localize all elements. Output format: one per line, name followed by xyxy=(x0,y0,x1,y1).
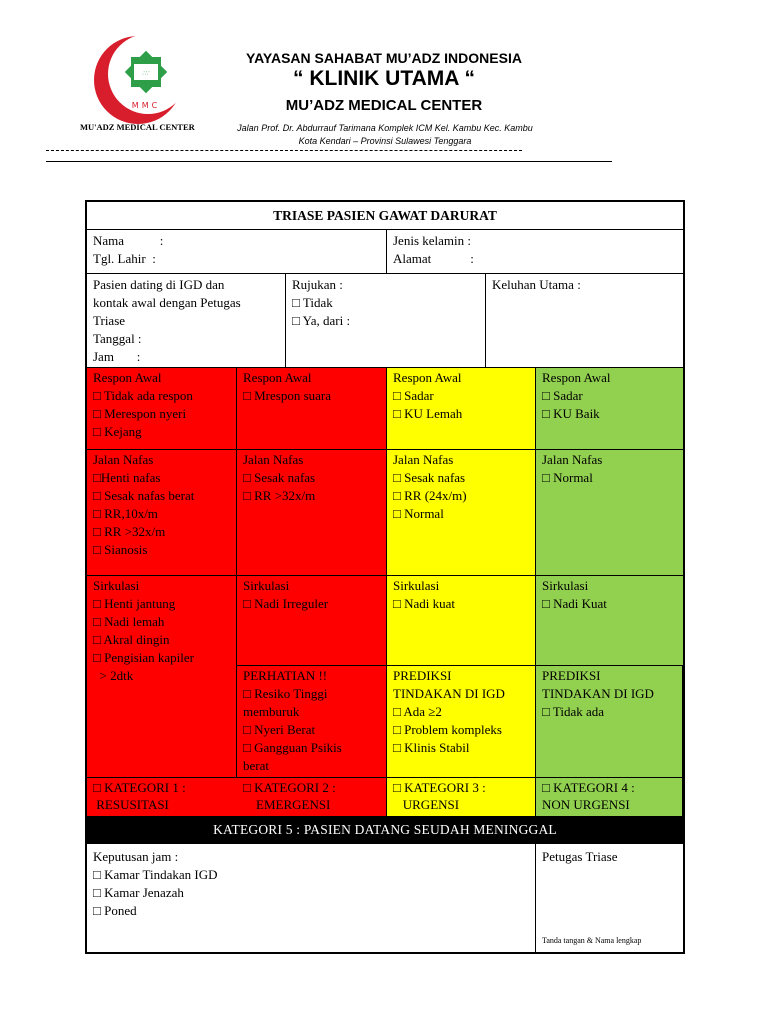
referral-cell xyxy=(286,274,486,367)
sirkulasi-red-2 xyxy=(237,576,387,666)
section-heading: memburuk xyxy=(243,704,300,719)
form-title: TRIASE PASIEN GAWAT DARURAT xyxy=(87,202,683,230)
section-heading: Jalan Nafas xyxy=(542,452,603,467)
kategori-line[interactable]: □ KATEGORI 4 : xyxy=(542,780,635,795)
center-name: MU’ADZ MEDICAL CENTER xyxy=(285,97,483,114)
checkbox-option[interactable]: □ Gangguan Psikis xyxy=(243,740,342,755)
decision-option[interactable]: □ Poned xyxy=(93,903,137,918)
section-heading: Sirkulasi xyxy=(542,578,589,593)
decision-cell xyxy=(87,844,536,952)
checkbox-option[interactable]: □ Akral dingin xyxy=(93,632,170,647)
svg-text:∴∵: ∴∵ xyxy=(142,70,150,77)
dashed-divider xyxy=(46,150,522,151)
kategori-line: NON URGENSI xyxy=(542,797,630,812)
clinic-logo xyxy=(80,28,204,132)
foundation-name: YAYASAN SAHABAT MU’ADZ INDONESIA xyxy=(246,50,522,66)
arrival-line: kontak awal dengan Petugas xyxy=(93,295,241,310)
arrival-line: Tanggal : xyxy=(93,331,142,346)
triage-officer-label: Petugas Triase xyxy=(542,849,618,864)
section-heading: PREDIKSI xyxy=(393,668,452,683)
checkbox-option[interactable]: □ Sianosis xyxy=(93,542,148,557)
triage-grid xyxy=(87,368,683,817)
kategori-3 xyxy=(387,778,536,816)
triage-form xyxy=(85,200,685,954)
respon-yellow xyxy=(387,368,536,450)
address-line-1: Jalan Prof. Dr. Abdurrauf Tarimana Komplek ICM Kel. Kambu Kec. Kambu xyxy=(237,123,533,133)
checkbox-option[interactable]: □Henti nafas xyxy=(93,470,161,485)
section-heading: PERHATIAN !! xyxy=(243,668,328,683)
name-field[interactable]: Nama : xyxy=(93,233,164,248)
checkbox-option[interactable]: □ RR >32x/m xyxy=(243,488,316,503)
solid-divider xyxy=(46,161,612,162)
checkbox-option[interactable]: □ RR (24x/m) xyxy=(393,488,467,503)
prediksi-green xyxy=(536,666,683,778)
referral-option[interactable]: □ Ya, dari : xyxy=(292,313,351,328)
checkbox-option[interactable]: □ Klinis Stabil xyxy=(393,740,470,755)
identity-row xyxy=(87,230,683,274)
checkbox-option[interactable]: □ Sesak nafas xyxy=(243,470,316,485)
checkbox-option[interactable]: □ Sadar xyxy=(542,388,583,403)
checkbox-option[interactable]: □ Resiko Tinggi xyxy=(243,686,328,701)
decision-option[interactable]: □ Kamar Tindakan IGD xyxy=(93,867,218,882)
section-heading: TINDAKAN DI IGD xyxy=(542,686,654,701)
checkbox-option[interactable]: □ Merespon nyeri xyxy=(93,406,187,421)
logo-caption: MU'ADZ MEDICAL CENTER xyxy=(80,122,195,132)
section-heading: Jalan Nafas xyxy=(93,452,154,467)
arrival-cell xyxy=(87,274,286,367)
respon-red-2 xyxy=(237,368,387,450)
section-heading: > 2dtk xyxy=(93,668,134,683)
checkbox-option[interactable]: □ Henti jantung xyxy=(93,596,176,611)
arrival-line: Triase xyxy=(93,313,126,328)
checkbox-option[interactable]: □ Kejang xyxy=(93,424,142,439)
address-line-2: Kota Kendari – Provinsi Sulawesi Tenggara xyxy=(298,136,472,146)
section-heading: Sirkulasi xyxy=(393,578,440,593)
section-heading: Jalan Nafas xyxy=(243,452,304,467)
checkbox-option[interactable]: □ Tidak ada xyxy=(542,704,605,719)
decision-option[interactable]: □ Kamar Jenazah xyxy=(93,885,184,900)
signature-label: Tanda tangan & Nama lengkap xyxy=(542,936,642,945)
kategori-line: RESUSITASI xyxy=(93,797,169,812)
referral-option[interactable]: □ Tidak xyxy=(292,295,333,310)
checkbox-option[interactable]: □ Sadar xyxy=(393,388,434,403)
jalan-nafas-green xyxy=(536,450,683,576)
section-heading: Respon Awal xyxy=(243,370,312,385)
checkbox-option[interactable]: □ Sesak nafas xyxy=(393,470,466,485)
checkbox-option[interactable]: □ KU Lemah xyxy=(393,406,463,421)
complaint-field[interactable]: Keluhan Utama : xyxy=(492,277,581,292)
checkbox-option[interactable]: □ Normal xyxy=(393,506,444,521)
checkbox-option[interactable]: □ Nadi Kuat xyxy=(542,596,607,611)
gender-field[interactable]: Jenis kelamin : xyxy=(393,233,471,248)
decision-row xyxy=(87,843,683,952)
section-heading: Sirkulasi xyxy=(243,578,290,593)
arrival-line: Jam : xyxy=(93,349,141,364)
dob-field[interactable]: Tgl. Lahir : xyxy=(93,251,156,266)
referral-option: Rujukan : xyxy=(292,277,343,292)
section-heading: Respon Awal xyxy=(393,370,462,385)
jalan-nafas-yellow xyxy=(387,450,536,576)
section-heading: Jalan Nafas xyxy=(393,452,454,467)
clinic-name: “ KLINIK UTAMA “ xyxy=(293,67,475,90)
section-heading: Respon Awal xyxy=(93,370,162,385)
decision-option: Keputusan jam : xyxy=(93,849,179,864)
perhatian-red xyxy=(237,666,387,778)
checkbox-option[interactable]: □ KU Baik xyxy=(542,406,600,421)
section-heading: PREDIKSI xyxy=(542,668,601,683)
checkbox-option[interactable]: □ Normal xyxy=(542,470,593,485)
section-heading: berat xyxy=(243,758,269,773)
logo-badge-text: MMC xyxy=(131,101,161,110)
checkbox-option[interactable]: □ Nadi Irreguler xyxy=(243,596,329,611)
checkbox-option[interactable]: □ Problem kompleks xyxy=(393,722,502,737)
checkbox-option[interactable]: □ Mrespon suara xyxy=(243,388,331,403)
sirkulasi-yellow xyxy=(387,576,536,666)
checkbox-option[interactable]: □ Pengisian kapiler xyxy=(93,650,194,665)
jalan-nafas-red-2 xyxy=(237,450,387,576)
arrival-line: Pasien dating di IGD dan xyxy=(93,277,225,292)
checkbox-option[interactable]: □ Nyeri Berat xyxy=(243,722,316,737)
jalan-nafas-red xyxy=(87,450,237,576)
kategori-line[interactable]: □ KATEGORI 3 : xyxy=(393,780,486,795)
kategori-line[interactable]: □ KATEGORI 1 : xyxy=(93,780,186,795)
kategori-line: URGENSI xyxy=(393,797,460,812)
kategori-2 xyxy=(237,778,387,816)
section-heading: TINDAKAN DI IGD xyxy=(393,686,505,701)
address-field[interactable]: Alamat : xyxy=(393,251,474,266)
checkbox-option[interactable]: □ RR >32x/m xyxy=(93,524,166,539)
kategori-4 xyxy=(536,778,683,816)
prediksi-yellow xyxy=(387,666,536,778)
respon-red xyxy=(87,368,237,450)
checkbox-option[interactable]: □ Tidak ada respon xyxy=(93,388,193,403)
section-heading: Sirkulasi xyxy=(93,578,140,593)
checkbox-option[interactable]: □ Nadi kuat xyxy=(393,596,456,611)
kategori-line[interactable]: □ KATEGORI 2 : xyxy=(243,780,336,795)
checkbox-option[interactable]: □ RR,10x/m xyxy=(93,506,158,521)
respon-green xyxy=(536,368,683,450)
checkbox-option[interactable]: □ Nadi lemah xyxy=(93,614,165,629)
kategori-line: EMERGENSI xyxy=(243,797,331,812)
arrival-row xyxy=(87,274,683,368)
kategori-5-banner: KATEGORI 5 : PASIEN DATANG SEUDAH MENINGGAL xyxy=(87,817,683,843)
checkbox-option[interactable]: □ Ada ≥2 xyxy=(393,704,442,719)
checkbox-option[interactable]: □ Sesak nafas berat xyxy=(93,488,195,503)
sirkulasi-red xyxy=(87,576,237,778)
section-heading: Respon Awal xyxy=(542,370,611,385)
sirkulasi-green xyxy=(536,576,683,666)
kategori-1 xyxy=(87,778,237,816)
